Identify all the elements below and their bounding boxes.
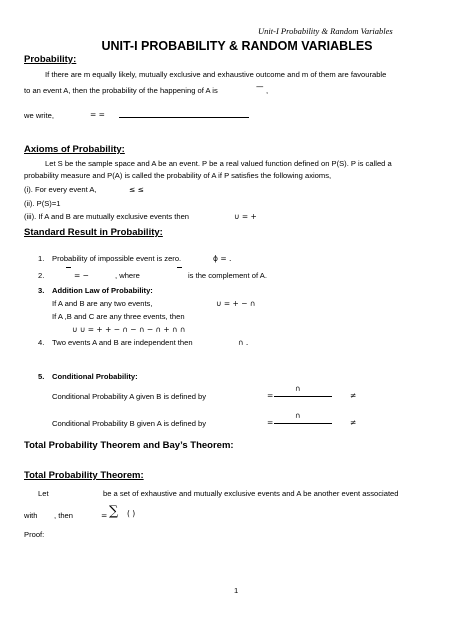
result-2-symbols: = − — [74, 271, 89, 280]
probability-text-line1: If there are m equally likely, mutually exclusive and exhaustive outcome and m of them are favourable — [45, 70, 387, 79]
conditional-a-equals: = — [267, 391, 274, 400]
result-4-number: 4. — [38, 338, 45, 347]
total-let: Let — [38, 489, 49, 498]
result-3a-text: If A and B are any two events, — [52, 299, 153, 308]
conditional-b-not-equal: ≠ — [350, 418, 357, 427]
we-write-label: we write, — [24, 111, 54, 120]
conditional-a-fraction-line — [274, 396, 332, 397]
conditional-b-numerator: ∩ — [295, 411, 301, 420]
total-then: , then — [54, 511, 73, 520]
proof-label: Proof: — [24, 530, 45, 539]
result-2-number: 2. — [38, 271, 45, 280]
conditional-b-fraction-line — [274, 423, 332, 424]
axiom-ii: (ii). P(S)=1 — [24, 199, 61, 208]
total-parentheses: ( ) — [127, 509, 136, 518]
conditional-a-not-equal: ≠ — [350, 391, 357, 400]
result-3b-symbols: ∪ ∪ = + + − ∩ − ∩ − ∩ + ∩ ∩ — [72, 325, 186, 334]
result-1-number: 1. — [38, 254, 45, 263]
page-title: UNIT-I PROBABILITY & RANDOM VARIABLES — [101, 39, 373, 53]
axioms-text-line2: probability measure and P(A) is called the probability of A if P satisfies the following axioms, — [24, 171, 332, 180]
probability-text-line2-end: , — [266, 86, 269, 95]
total-probability-heading: Total Probability Theorem: — [24, 470, 144, 481]
probability-text-line2: to an event A, then the probability of the happening of A is — [24, 86, 218, 95]
fraction-dash: — — [256, 82, 264, 91]
result-3-heading: Addition Law of Probability: — [52, 286, 153, 295]
complement-bar — [177, 267, 182, 268]
result-3b-text: If A ,B and C are any three events, then — [52, 312, 185, 321]
summation-symbol: ∑ — [109, 504, 119, 519]
axiom-i-symbols: ≤ ≤ — [129, 185, 144, 194]
we-write-fraction-line — [119, 117, 249, 118]
running-header: Unit-I Probability & Random Variables — [258, 26, 393, 36]
total-with: with — [24, 511, 38, 520]
total-text-line1: be a set of exhaustive and mutually exclusive events and A be another event associated — [103, 489, 399, 498]
total-bayes-heading: Total Probability Theorem and Bay’s Theorem: — [24, 440, 234, 451]
result-2-end: is the complement of A. — [188, 271, 267, 280]
result-1-symbols: ϕ = . — [213, 254, 232, 263]
probability-heading: Probability: — [24, 54, 77, 65]
result-5-heading: Conditional Probability: — [52, 372, 138, 381]
conditional-b-equals: = — [267, 418, 274, 427]
axiom-i: (i). For every event A, — [24, 185, 97, 194]
axioms-heading: Axioms of Probability: — [24, 144, 125, 155]
axiom-iii-symbols: ∪ = + — [234, 212, 257, 221]
conditional-b-given-a-text: Conditional Probability B given A is defined by — [52, 419, 207, 428]
result-4-text: Two events A and B are independent then — [52, 338, 193, 347]
standard-results-heading: Standard Result in Probability: — [24, 227, 163, 238]
page-number: 1 — [234, 586, 239, 595]
complement-bar — [66, 267, 71, 268]
result-3-number: 3. — [38, 286, 45, 295]
result-3a-symbols: ∪ = + − ∩ — [216, 299, 256, 308]
axioms-text-line1: Let S be the sample space and A be an event. P be a real valued function defined on P(S). P is called a — [45, 159, 392, 168]
result-5-number: 5. — [38, 372, 45, 381]
axiom-iii: (iii). If A and B are mutually exclusive events then — [24, 212, 190, 221]
conditional-a-given-b-text: Conditional Probability A given B is defined by — [52, 392, 207, 401]
result-1-text: Probability of impossible event is zero. — [52, 254, 182, 263]
conditional-a-numerator: ∩ — [295, 384, 301, 393]
total-equals: = — [101, 511, 108, 520]
result-2-text: , where — [115, 271, 140, 280]
result-4-symbols: ∩ . — [238, 338, 249, 347]
we-write-symbols: = = — [90, 110, 105, 119]
